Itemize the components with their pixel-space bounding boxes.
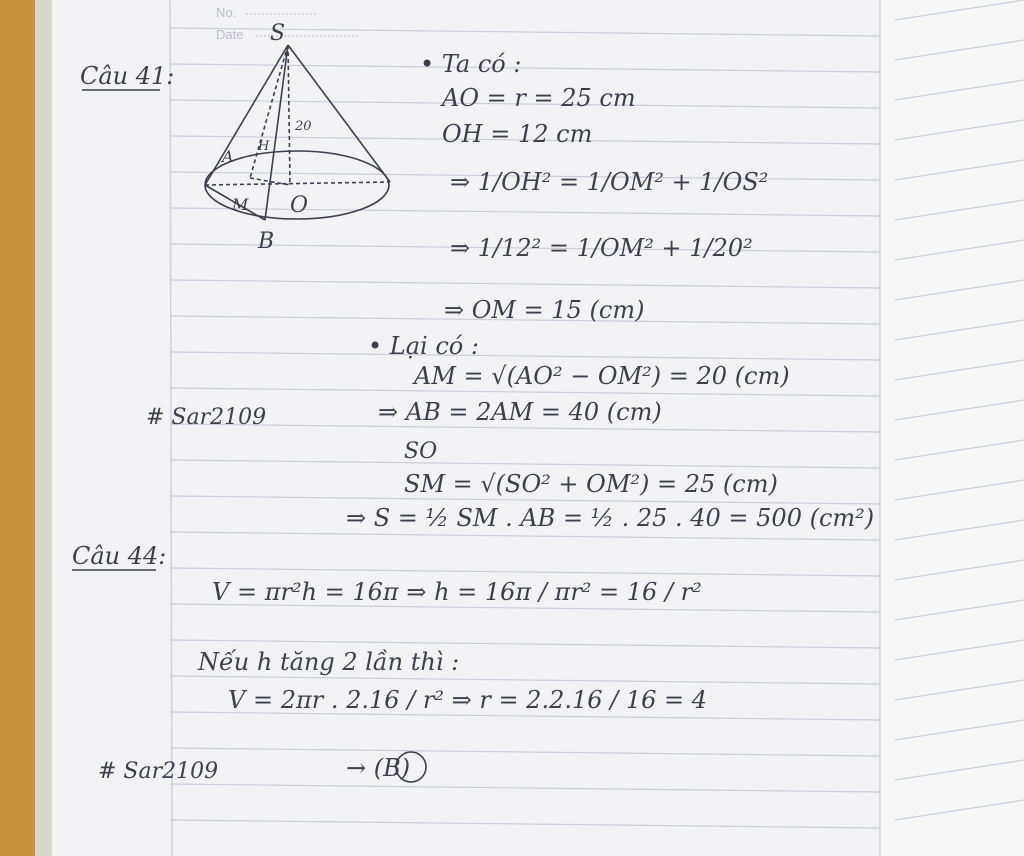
q44-line-1: V = πr²h = 16π ⇒ h = 16π / πr² = 16 / r²: [212, 578, 702, 606]
q41-line-7: ⇒ AB = 2AM = 40 (cm): [378, 398, 662, 426]
date-label: Date: [216, 27, 244, 42]
q41-line-2: OH = 12 cm: [442, 120, 593, 148]
question-44-label: Câu 44:: [72, 542, 167, 570]
q41-line-9: SM = √(SO² + OM²) = 25 (cm): [404, 470, 778, 498]
q41-line-8: SO: [404, 439, 438, 464]
q41-line-3: ⇒ 1/OH² = 1/OM² + 1/OS²: [450, 168, 769, 196]
figure-point-o: O: [290, 193, 309, 218]
q41-given-heading: • Ta có :: [420, 50, 522, 78]
figure-apex-s: S: [270, 21, 286, 46]
q44-answer: → (B): [346, 754, 411, 782]
q44-line-3: V = 2πr . 2.16 / r² ⇒ r = 2.2.16 / 16 = 4: [228, 686, 708, 714]
q41-line-6: AM = √(AO² − OM²) = 20 (cm): [414, 362, 790, 390]
q41-line-4: ⇒ 1/12² = 1/OM² + 1/20²: [450, 234, 753, 262]
next-page: [880, 0, 1024, 856]
q41-line-10: ⇒ S = ½ SM . AB = ½ . 25 . 40 = 500 (cm²): [346, 504, 875, 532]
q41-tag: # Sar2109: [146, 405, 267, 430]
no-label: No.: [216, 5, 237, 20]
figure-point-h: H: [258, 139, 270, 154]
figure-point-m: M: [232, 195, 249, 214]
q44-tag: # Sar2109: [98, 759, 219, 784]
q41-also-heading: • Lại có :: [368, 332, 479, 360]
figure-point-b: B: [258, 229, 275, 254]
question-41-label: Câu 41:: [80, 62, 175, 90]
figure-height-label: 20: [295, 119, 312, 134]
q41-line-5: ⇒ OM = 15 (cm): [444, 296, 645, 324]
figure-point-a: A: [222, 147, 234, 166]
q44-line-2: Nếu h tăng 2 lần thì :: [198, 648, 460, 676]
q41-line-1: AO = r = 25 cm: [442, 84, 636, 112]
